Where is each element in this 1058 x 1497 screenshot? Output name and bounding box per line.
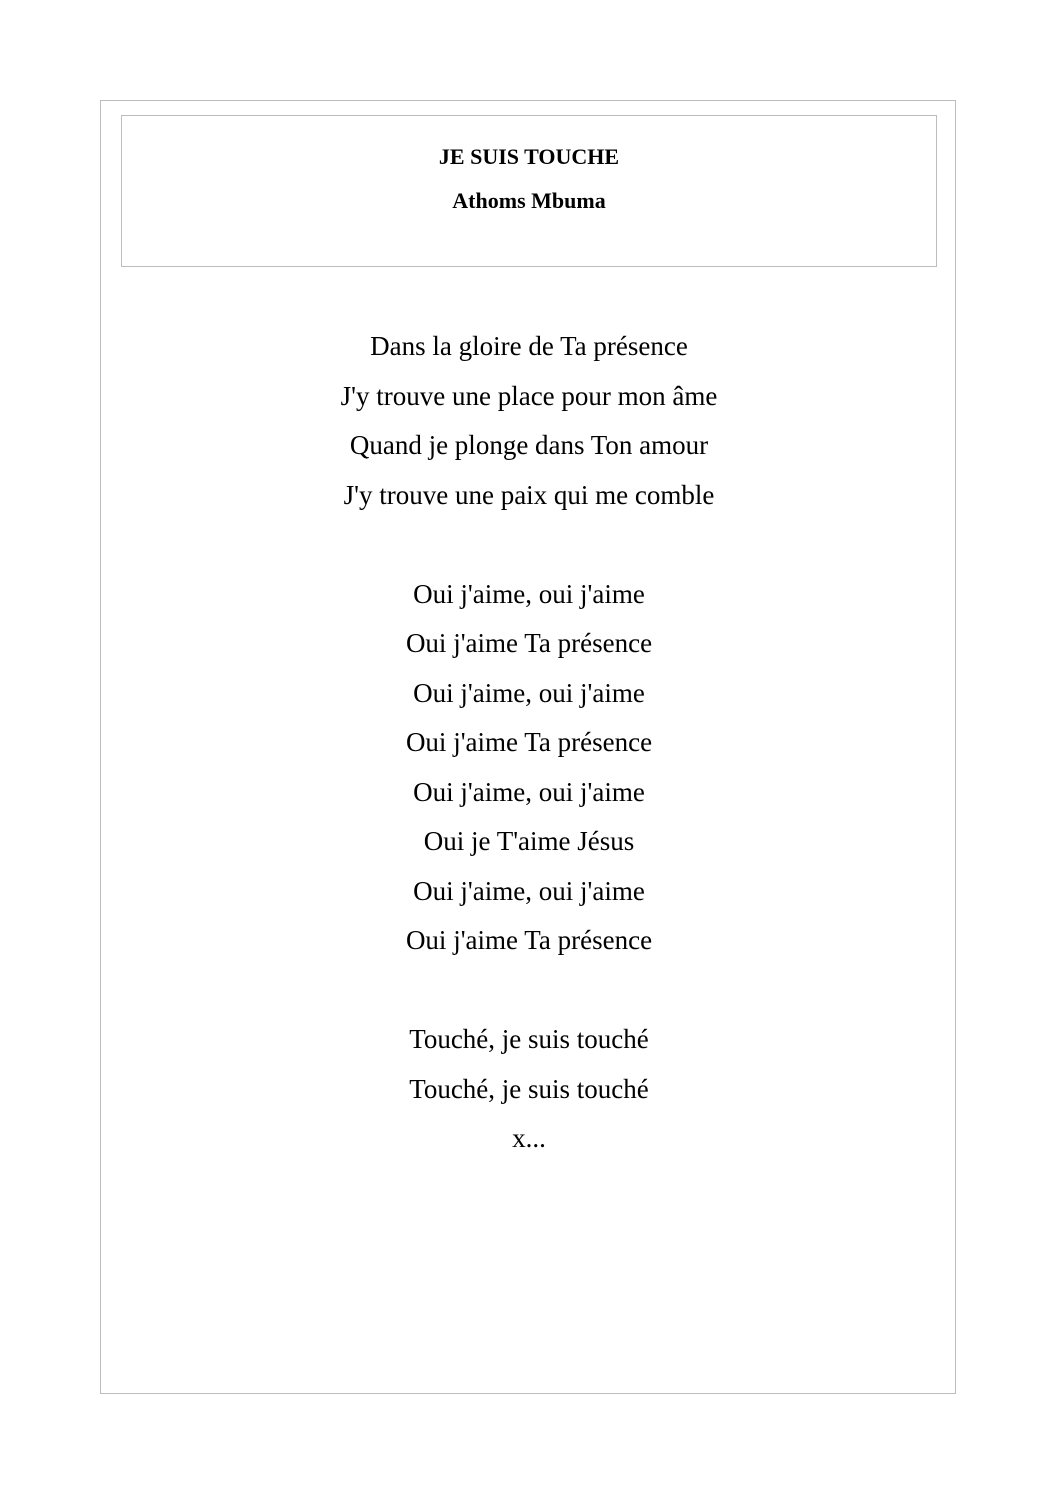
lyric-line: Oui j'aime, oui j'aime <box>413 875 645 906</box>
lyric-line: Oui j'aime, oui j'aime <box>413 578 645 609</box>
lyric-line: J'y trouve une place pour mon âme <box>340 380 718 411</box>
lyric-line: x... <box>512 1123 546 1153</box>
lyric-line: Oui je T'aime Jésus <box>423 826 635 856</box>
lyric-line: Touché, je suis touché <box>409 1024 649 1054</box>
lyric-line: Quand je plonge dans Ton amour <box>349 430 709 460</box>
lyrics <box>121 322 937 1164</box>
song-header <box>121 115 937 267</box>
lyric-line: Oui j'aime, oui j'aime <box>413 677 645 708</box>
lyric-line: Oui j'aime Ta présence <box>405 925 653 955</box>
stanza-chorus <box>121 570 937 966</box>
lyric-line: J'y trouve une paix qui me comble <box>343 479 715 510</box>
song-title: JE SUIS TOUCHE <box>438 144 620 169</box>
lyric-line: Oui j'aime Ta présence <box>405 727 653 757</box>
lyric-line: Dans la gloire de Ta présence <box>370 331 688 361</box>
lyric-line: Oui j'aime Ta présence <box>405 628 653 658</box>
stanza-verse <box>121 322 937 520</box>
lyric-line: Touché, je suis touché <box>409 1073 649 1104</box>
song-author: Athoms Mbuma <box>452 188 606 213</box>
stanza-bridge <box>121 1015 937 1164</box>
lyric-line: Oui j'aime, oui j'aime <box>413 776 645 807</box>
